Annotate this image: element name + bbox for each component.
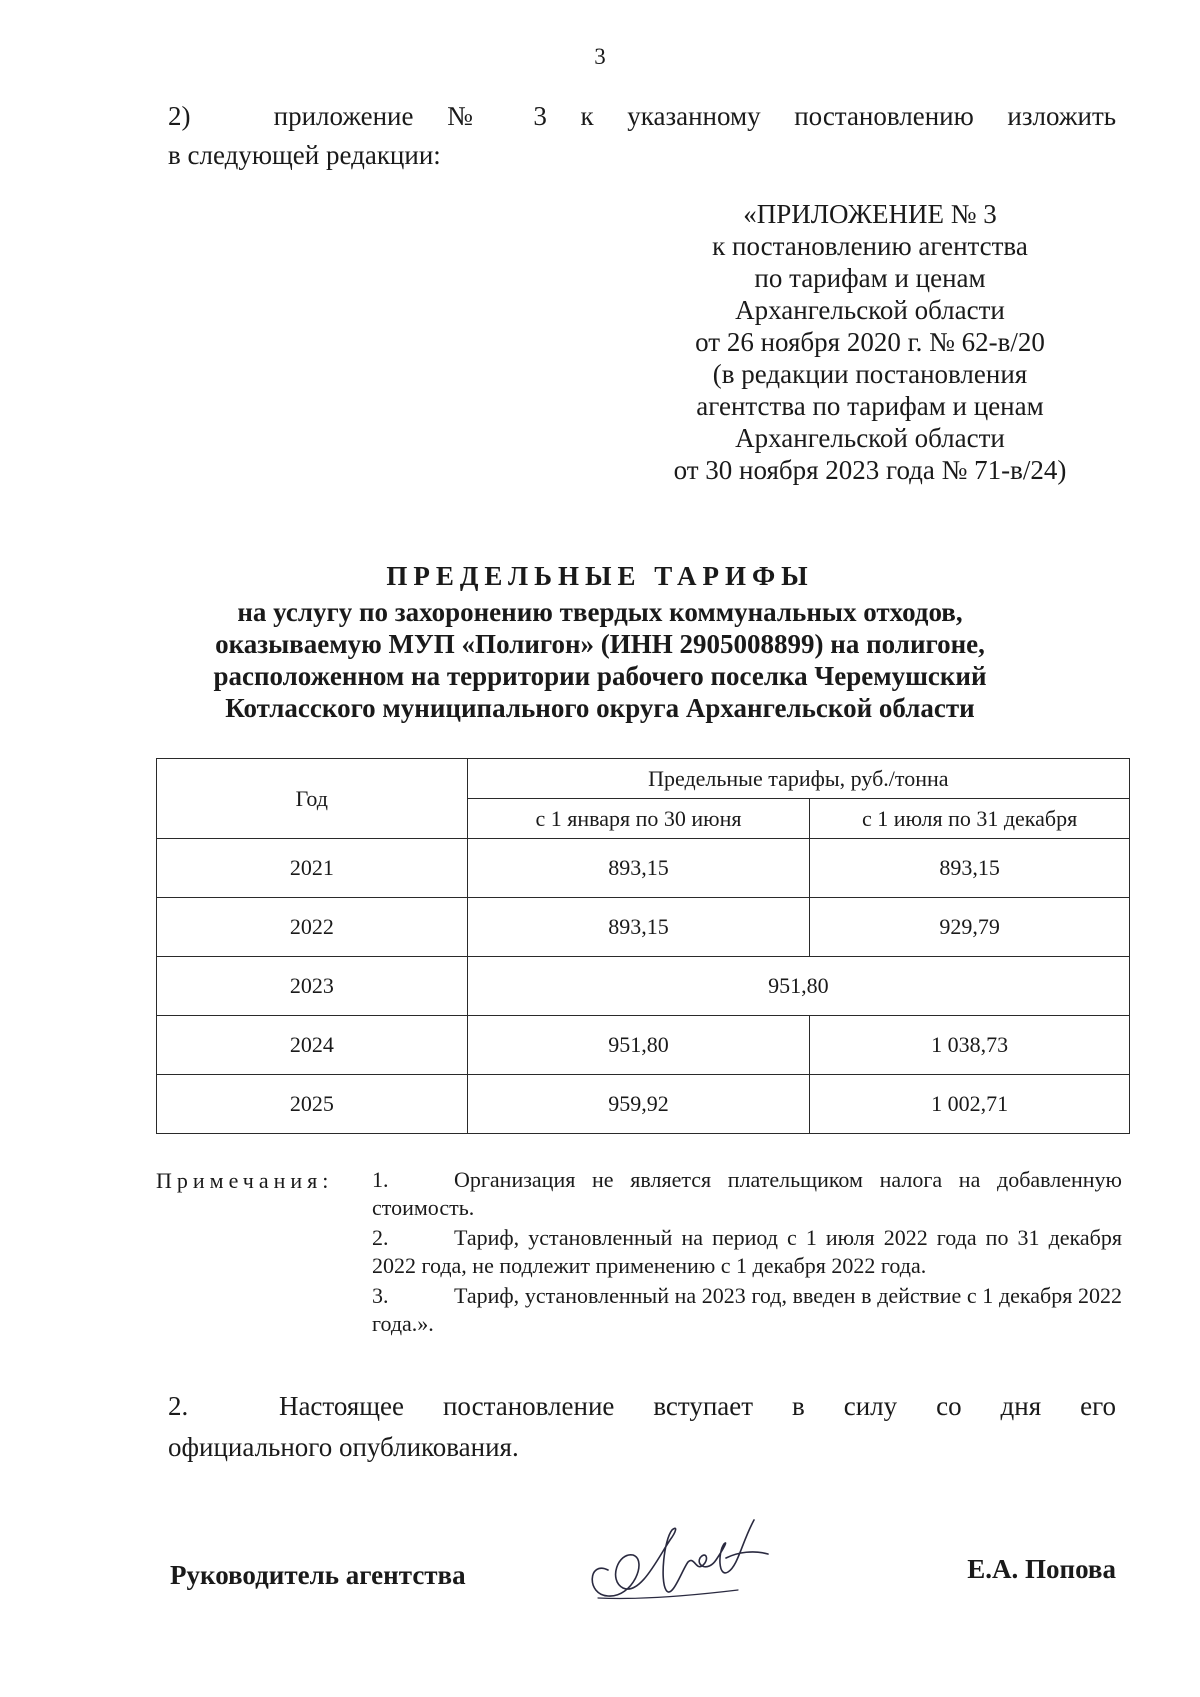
final-word: дня xyxy=(1000,1391,1042,1421)
title-line: Котласского муниципального округа Архангельской области xyxy=(225,693,975,723)
intro-paragraph-line1 xyxy=(168,100,1116,132)
header-first-half: с 1 января по 30 июня xyxy=(467,799,810,839)
header-year: Год xyxy=(157,759,468,839)
table-row xyxy=(157,1075,1130,1134)
cell-year: 2022 xyxy=(157,898,468,957)
final-number: 2. xyxy=(168,1391,189,1421)
appendix-line: от 30 ноября 2023 года № 71-в/24) xyxy=(673,455,1067,485)
note-text: Тариф, установленный на 2023 год, введен в действие с 1 декабря 2022 года.». xyxy=(372,1283,1122,1336)
cell-second-half: 1 002,71 xyxy=(810,1075,1130,1134)
tariff-table xyxy=(156,758,1130,1134)
final-word: силу xyxy=(843,1391,898,1421)
final-word: постановление xyxy=(442,1391,615,1421)
final-word: в xyxy=(792,1391,805,1421)
appendix-line: Архангельской области xyxy=(735,423,1005,453)
intro-word: № xyxy=(447,101,500,131)
cell-year: 2024 xyxy=(157,1016,468,1075)
cell-second-half: 893,15 xyxy=(810,839,1130,898)
document-title xyxy=(150,560,1050,724)
appendix-line: агентства по тарифам и ценам xyxy=(696,391,1044,421)
note-item xyxy=(372,1282,1122,1338)
note-item xyxy=(372,1166,1122,1222)
table-row xyxy=(157,898,1130,957)
final-paragraph-line1 xyxy=(168,1390,1116,1422)
header-second-half: с 1 июля по 31 декабря xyxy=(810,799,1130,839)
note-text: Тариф, установленный на период с 1 июля 2022 года по 31 декабря 2022 года, не подлежит применению с 1 декабря 2022 года. xyxy=(372,1225,1122,1278)
cell-year: 2025 xyxy=(157,1075,468,1134)
appendix-line: по тарифам и ценам xyxy=(754,263,986,293)
signatory-name: Е.А. Попова xyxy=(967,1554,1116,1584)
intro-paragraph-line2: в следующей редакции: xyxy=(168,140,441,170)
cell-first-half: 893,15 xyxy=(467,898,810,957)
intro-word: постановлению xyxy=(794,101,974,131)
appendix-line: Архангельской области xyxy=(735,295,1005,325)
appendix-line: «ПРИЛОЖЕНИЕ № 3 xyxy=(743,199,997,229)
appendix-line: (в редакции постановления xyxy=(712,359,1028,389)
appendix-line: от 26 ноября 2020 г. № 62-в/20 xyxy=(695,327,1045,357)
title-line: на услугу по захоронению твердых коммунальных отходов, xyxy=(237,597,963,627)
signatory-position: Руководитель агентства xyxy=(170,1560,466,1590)
cell-first-half: 959,92 xyxy=(467,1075,810,1134)
final-word: Настоящее xyxy=(278,1391,405,1421)
cell-year: 2023 xyxy=(157,957,468,1016)
intro-number: 2) xyxy=(168,101,191,131)
final-word: со xyxy=(936,1391,962,1421)
cell-merged: 951,80 xyxy=(467,957,1129,1016)
notes-label: Примечания: xyxy=(156,1168,334,1193)
cell-first-half: 893,15 xyxy=(467,839,810,898)
header-group: Предельные тарифы, руб./тонна xyxy=(467,759,1129,799)
appendix-line: к постановлению агентства xyxy=(712,231,1028,261)
note-item xyxy=(372,1224,1122,1280)
cell-year: 2021 xyxy=(157,839,468,898)
cell-second-half: 1 038,73 xyxy=(810,1016,1130,1075)
cell-first-half: 951,80 xyxy=(467,1016,810,1075)
table-row xyxy=(157,957,1130,1016)
final-word: его xyxy=(1080,1391,1116,1421)
table-row xyxy=(157,839,1130,898)
final-word: вступает xyxy=(653,1391,754,1421)
intro-word: изложить xyxy=(1007,101,1117,131)
note-number: 1. xyxy=(372,1167,389,1192)
intro-word: 3 xyxy=(533,101,547,131)
intro-word: указанному xyxy=(627,101,761,131)
note-text: Организация не является плательщиком налога на добавленную стоимость. xyxy=(372,1167,1122,1220)
title-line: оказываемую МУП «Полигон» (ИНН 2905008899) на полигоне, xyxy=(215,629,985,659)
table-row xyxy=(157,1016,1130,1075)
title-line: расположенном на территории рабочего поселка Черемушский xyxy=(213,661,987,691)
final-paragraph-line2: официального опубликования. xyxy=(168,1432,519,1462)
appendix-header xyxy=(640,198,1100,486)
title-main: ПРЕДЕЛЬНЫЕ ТАРИФЫ xyxy=(386,561,814,591)
note-number: 3. xyxy=(372,1283,389,1308)
note-number: 2. xyxy=(372,1225,389,1250)
cell-second-half: 929,79 xyxy=(810,898,1130,957)
page-number: 3 xyxy=(594,44,606,69)
notes-list xyxy=(372,1166,1122,1340)
handwritten-signature xyxy=(578,1500,778,1610)
intro-word: к xyxy=(580,101,594,131)
intro-word: приложение xyxy=(273,101,414,131)
